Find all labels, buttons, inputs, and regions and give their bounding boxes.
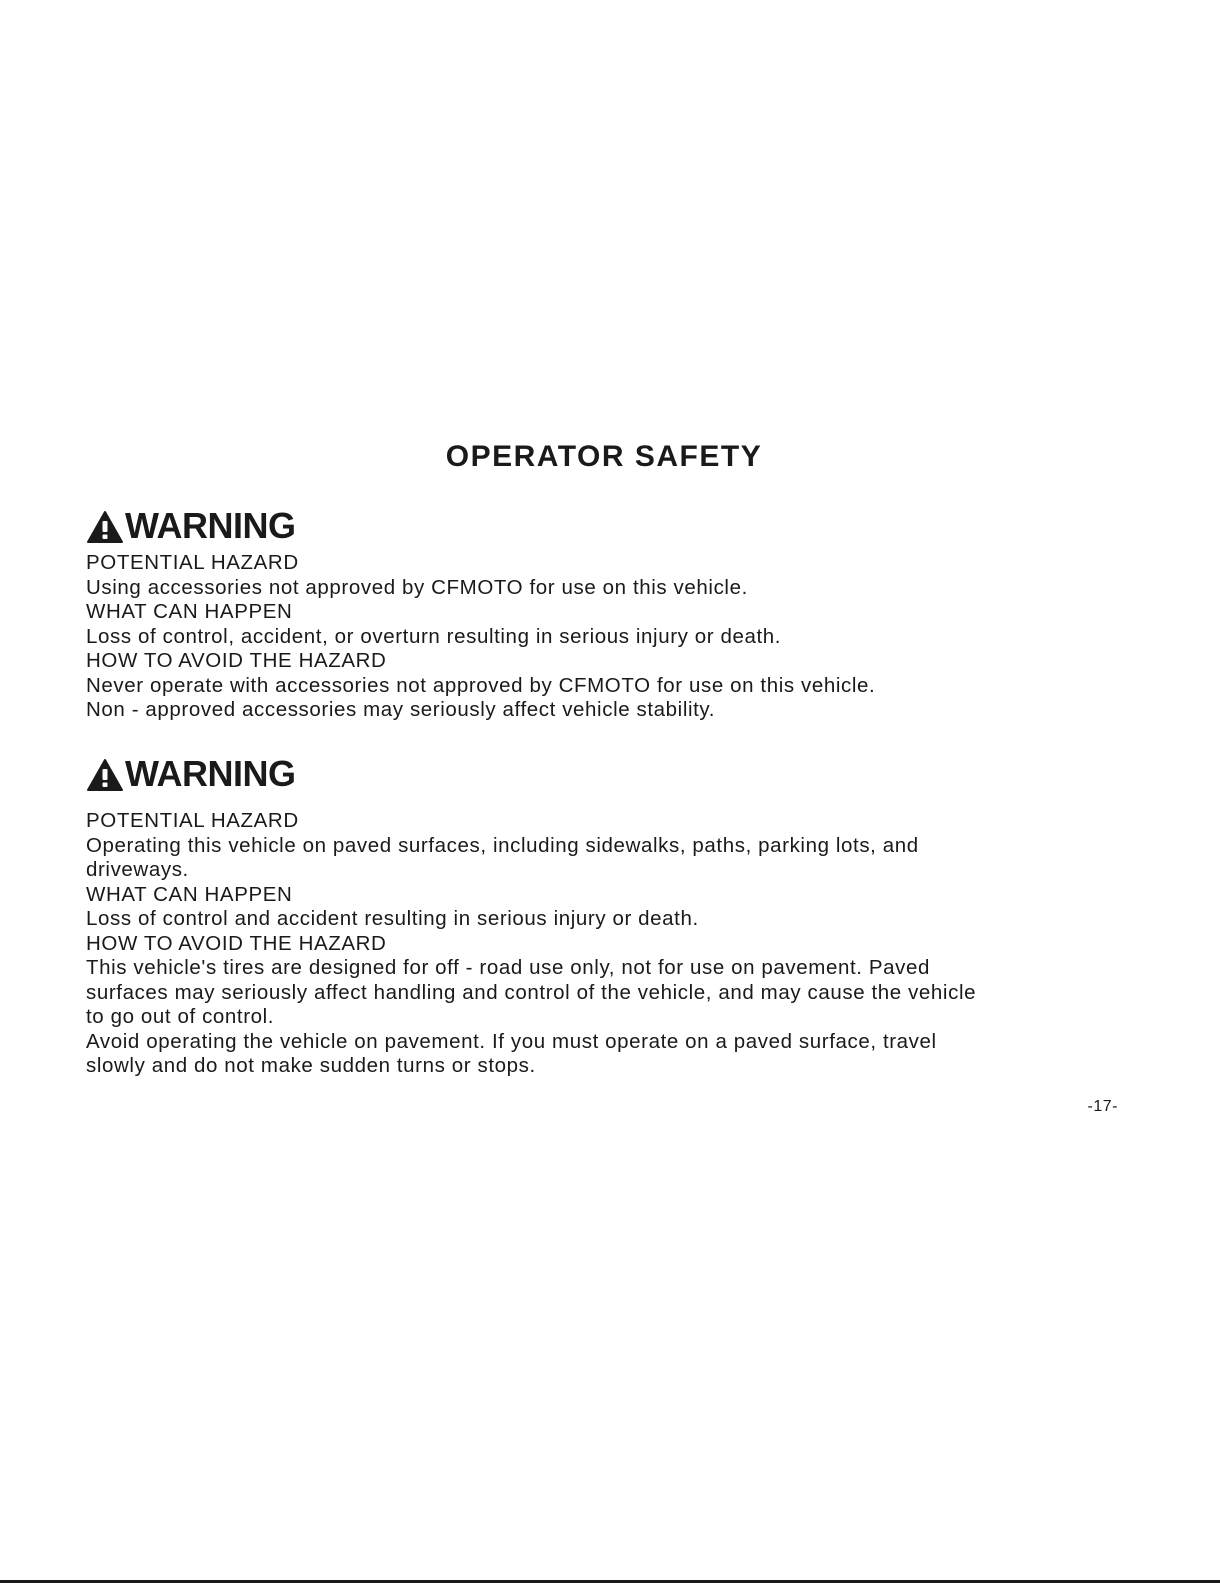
how-to-avoid-label: HOW TO AVOID THE HAZARD — [86, 649, 387, 672]
what-can-happen-label: WHAT CAN HAPPEN — [86, 600, 293, 623]
warning-heading-text: WARNING — [125, 753, 296, 794]
how-to-avoid-label: HOW TO AVOID THE HAZARD — [86, 931, 387, 955]
warning-triangle-icon — [86, 510, 124, 544]
potential-hazard-label: POTENTIAL HAZARD — [86, 551, 299, 574]
warning-block-accessories — [86, 505, 1006, 723]
page-number: -17- — [1087, 1098, 1118, 1115]
potential-hazard-label: POTENTIAL HAZARD — [86, 809, 299, 832]
how-to-avoid-text: Avoid operating the vehicle on pavement. If you must operate on a paved surface, travel slowly and do not make sudden turns or stops. — [86, 1029, 937, 1077]
potential-hazard-text: Using accessories not approved by CFMOTO for use on this vehicle. — [86, 575, 748, 599]
how-to-avoid-text: Never operate with accessories not approved by CFMOTO for use on this vehicle. — [86, 673, 876, 697]
warning-heading — [86, 505, 1006, 547]
warning-triangle-icon — [86, 758, 124, 792]
what-can-happen-text: Loss of control and accident resulting in serious injury or death. — [86, 907, 699, 930]
warning-block-paved-surfaces — [86, 753, 1006, 1079]
warning-heading-text: WARNING — [125, 505, 296, 546]
what-can-happen-text: Loss of control, accident, or overturn resulting in serious injury or death. — [86, 624, 782, 648]
what-can-happen-label: WHAT CAN HAPPEN — [86, 882, 293, 906]
warning-heading — [86, 753, 1006, 795]
how-to-avoid-text: This vehicle's tires are designed for off - road use only, not for use on pavement. Paved surfaces may seriously affect handling and control of the vehicle, and may cause the vehicle to go out of control. — [86, 956, 977, 1028]
how-to-avoid-text: Non - approved accessories may seriously affect vehicle stability. — [86, 698, 716, 721]
potential-hazard-text: Operating this vehicle on paved surfaces, including sidewalks, paths, parking lots, and driveways. — [86, 833, 919, 881]
page-title: OPERATOR SAFETY — [445, 440, 763, 473]
